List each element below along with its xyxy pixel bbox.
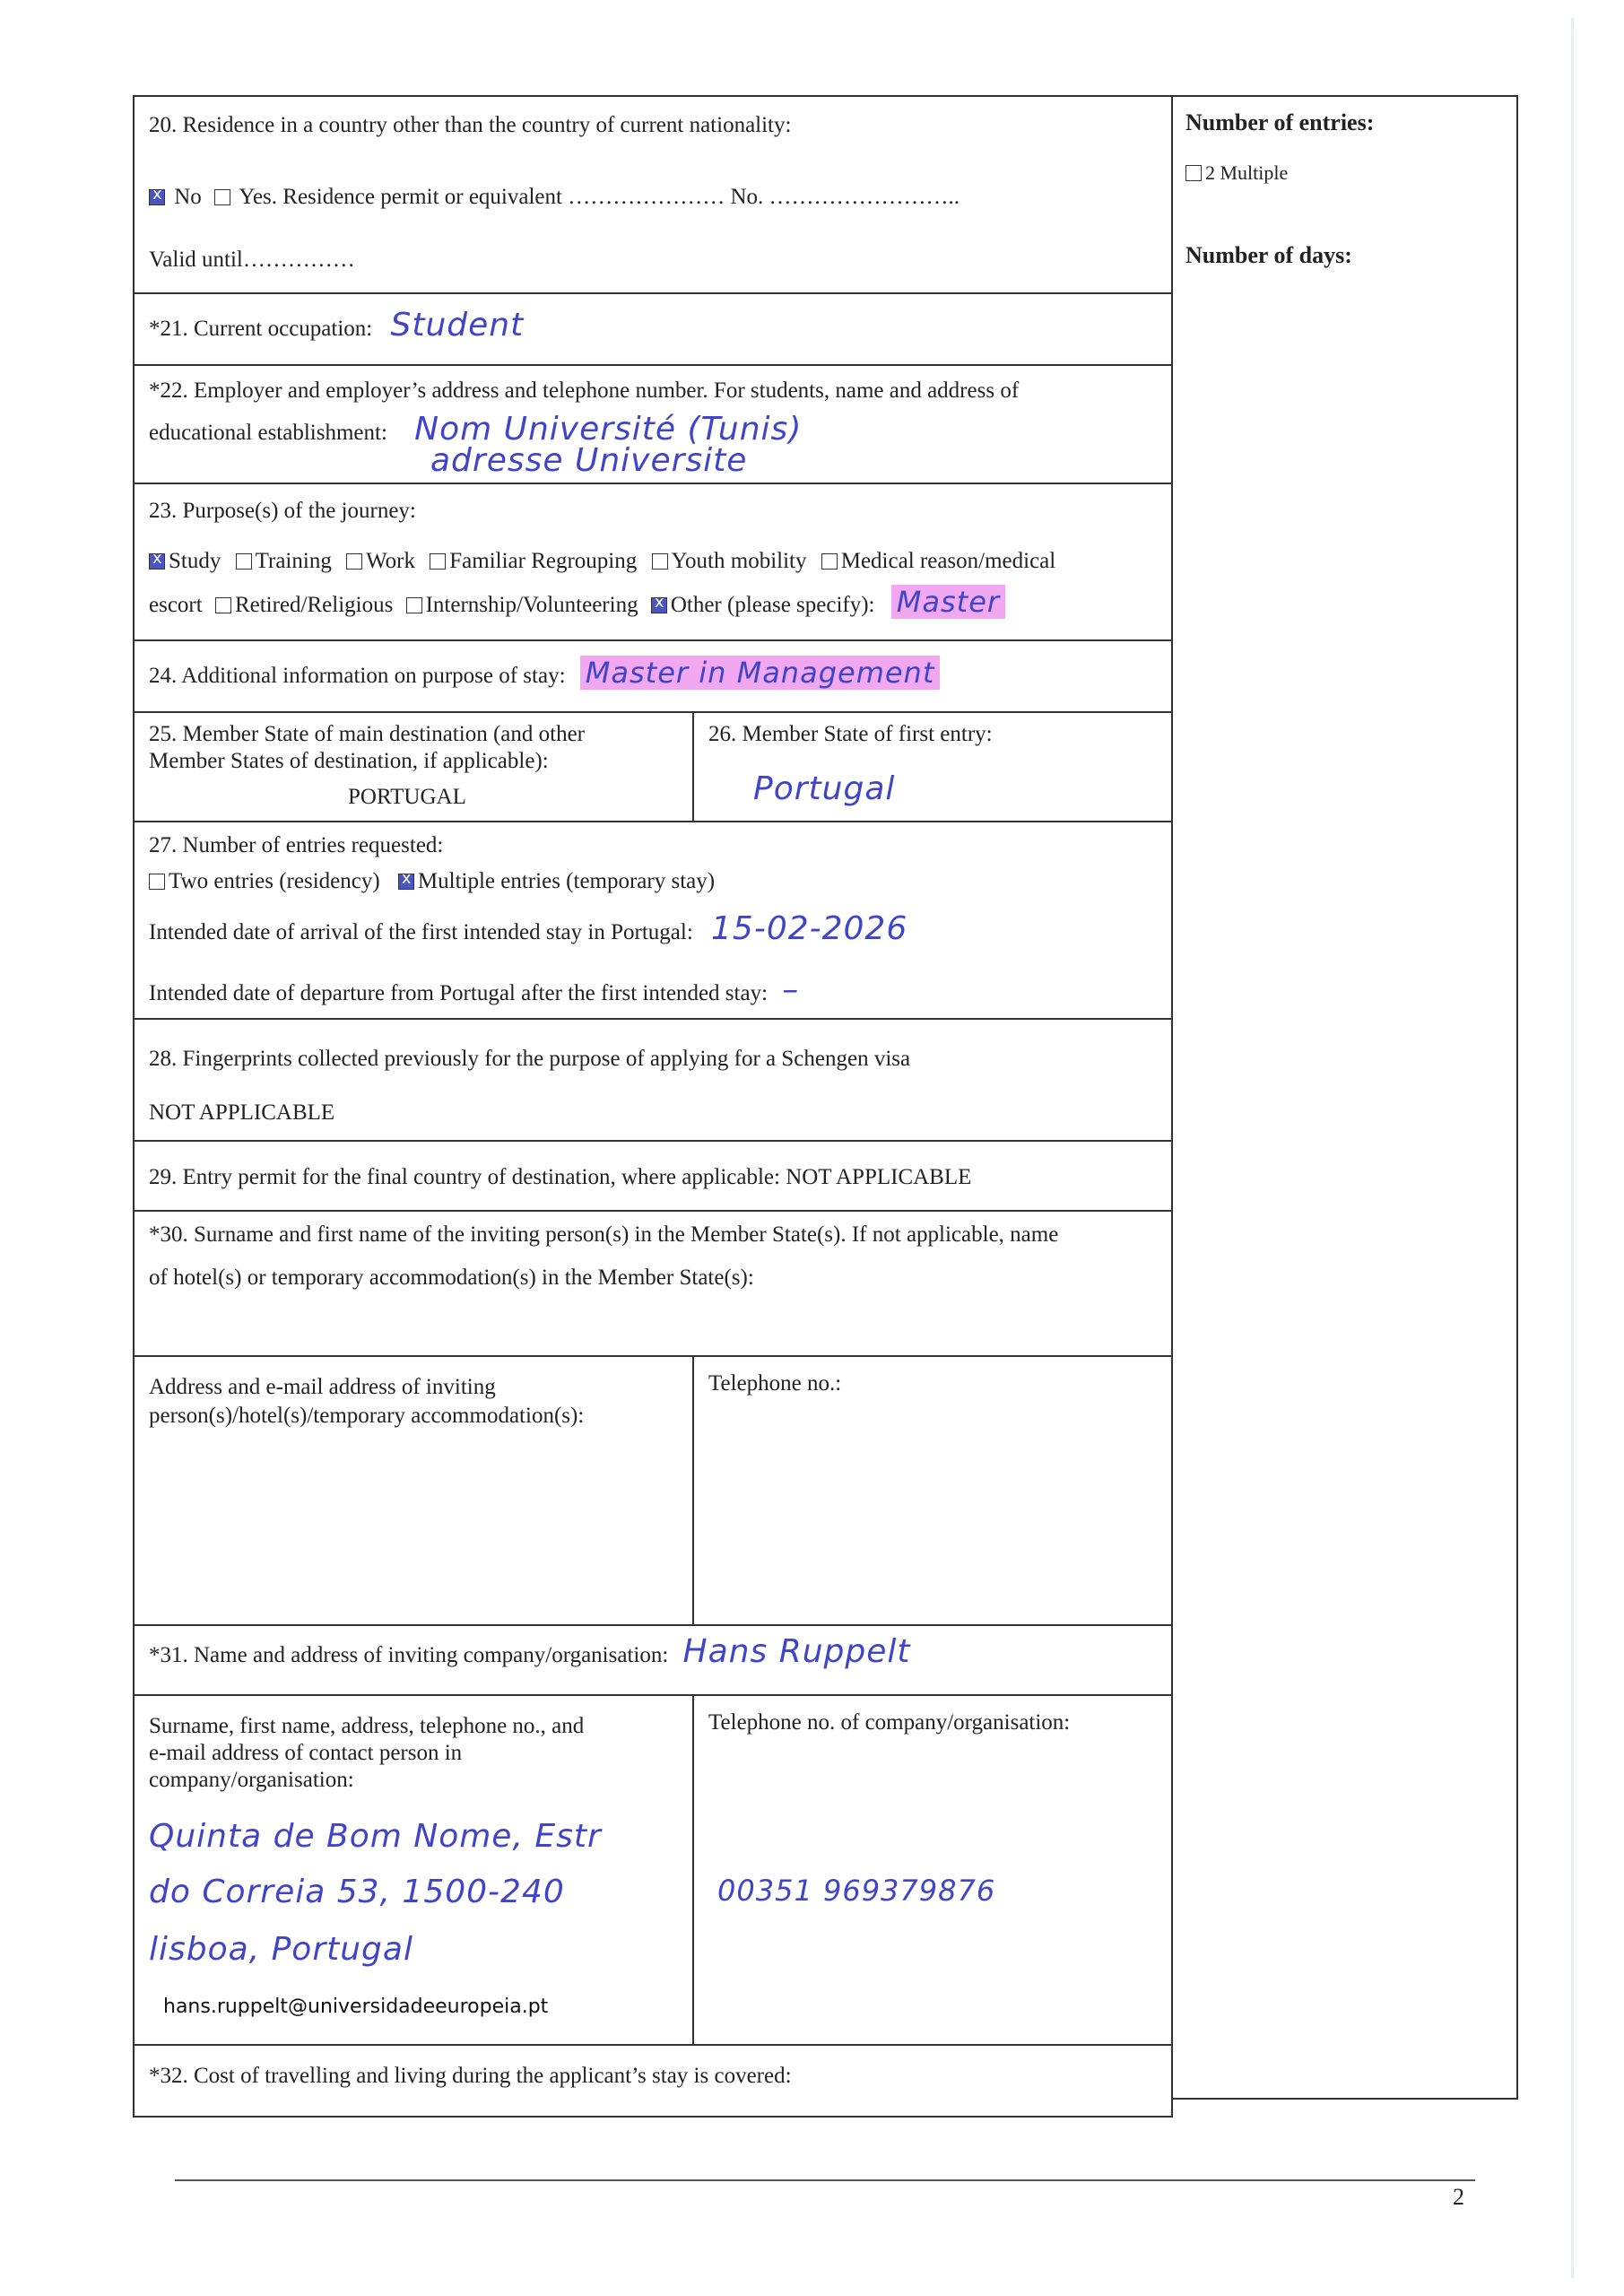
section-29-entry-permit xyxy=(135,1142,1171,1212)
work-label: Work xyxy=(366,549,415,573)
q26-value[interactable]: Portugal xyxy=(753,770,896,807)
section-27-entries xyxy=(135,822,1171,1020)
retired-label: Retired/Religious xyxy=(234,593,394,617)
q27-options xyxy=(149,869,715,894)
official-use-column xyxy=(1173,95,1518,2100)
footer-divider xyxy=(175,2179,1475,2181)
q21-value[interactable]: Student xyxy=(390,307,525,344)
q22-label-line1: *22. Employer and employer’s address and telephone number. For students, name and address of xyxy=(149,378,1020,403)
number-of-days-label: Number of days: xyxy=(1185,242,1352,268)
page-number: 2 xyxy=(1453,2184,1464,2210)
section-20-residence xyxy=(135,97,1171,294)
departure-label: Intended date of departure from Portugal after the first intended stay: xyxy=(149,981,769,1005)
q30-line2: of hotel(s) or temporary accommodation(s) in the Member State(s): xyxy=(149,1265,754,1290)
q27-departure-line xyxy=(149,971,799,1008)
multiple-entries-label: Multiple entries (temporary stay) xyxy=(417,869,716,893)
section-32-cost xyxy=(135,2046,1171,2118)
q22-value-line1[interactable]: Nom Université (Tunis) xyxy=(414,411,803,448)
q30-address-line1: Address and e-mail address of inviting xyxy=(149,1375,496,1399)
q31-label: *31. Name and address of inviting company/organisation: xyxy=(149,1643,669,1667)
arrival-label: Intended date of arrival of the first intended stay in Portugal: xyxy=(149,920,693,944)
medical-label: Medical reason/medical xyxy=(840,549,1056,573)
q28-title: 28. Fingerprints collected previously for the purpose of applying for a Schengen visa xyxy=(149,1047,911,1071)
training-label: Training xyxy=(255,549,332,573)
q20-no-checkbox[interactable] xyxy=(149,189,165,205)
q30-line1: *30. Surname and first name of the inviting person(s) in the Member State(s). If not applicable, name xyxy=(149,1222,1059,1247)
q28-value[interactable]: NOT APPLICABLE xyxy=(149,1100,335,1125)
arrival-value[interactable]: 15-02-2026 xyxy=(711,910,908,947)
number-of-entries-label: Number of entries: xyxy=(1185,109,1375,135)
q31-address-line2[interactable]: do Correia 53, 1500-240 xyxy=(149,1874,565,1910)
familiar-label: Familiar Regrouping xyxy=(449,549,638,573)
q25-label-line1: 25. Member State of main destination (and other xyxy=(149,722,585,746)
entries-2-checkbox[interactable] xyxy=(1185,165,1202,181)
other-label: Other (please specify): xyxy=(670,593,875,617)
q27-title: 27. Number of entries requested: xyxy=(149,833,444,857)
internship-label: Internship/Volunteering xyxy=(425,593,638,617)
youth-checkbox[interactable] xyxy=(652,553,668,570)
q24-value[interactable]: Master in Management xyxy=(580,656,941,690)
familiar-checkbox[interactable] xyxy=(430,553,446,570)
q31-address-line1[interactable]: Quinta de Bom Nome, Estr xyxy=(149,1818,602,1855)
section-24-additional-info xyxy=(135,641,1171,713)
q32-label: *32. Cost of travelling and living during the applicant’s stay is covered: xyxy=(149,2064,792,2088)
q30-divider xyxy=(692,1357,694,1626)
entries-options-label: 2 Multiple xyxy=(1205,161,1289,184)
q20-valid-until: Valid until…………… xyxy=(149,248,355,272)
q20-title: 20. Residence in a country other than the country of current nationality: xyxy=(149,113,792,137)
q31-contact-line1: Surname, first name, address, telephone no., and xyxy=(149,1714,585,1738)
company-telephone-label: Telephone no. of company/organisation: xyxy=(708,1710,1071,1735)
q20-no-label: No xyxy=(174,185,202,209)
q31-contact-line2: e-mail address of contact person in xyxy=(149,1741,463,1765)
q31-email[interactable]: hans.ruppelt@universidadeeuropeia.pt xyxy=(163,1996,549,2018)
q30-address-line2: person(s)/hotel(s)/temporary accommodation(s): xyxy=(149,1404,585,1428)
q24-line xyxy=(149,656,940,690)
q31-line xyxy=(149,1633,911,1670)
q31-value[interactable]: Hans Ruppelt xyxy=(682,1633,911,1670)
q29-label: 29. Entry permit for the final country of destination, where applicable: NOT APPLICABLE xyxy=(149,1165,972,1189)
two-entries-checkbox[interactable] xyxy=(149,874,165,890)
section-23-purpose xyxy=(135,484,1171,641)
q27-arrival-line xyxy=(149,910,908,947)
q25-q26-divider xyxy=(692,713,694,822)
form-main-column xyxy=(133,95,1173,2118)
q31-address-line3[interactable]: lisboa, Portugal xyxy=(149,1931,413,1968)
youth-label: Youth mobility xyxy=(671,549,807,573)
q22-value-line2[interactable]: adresse Universite xyxy=(430,442,748,479)
section-25-26-member-state xyxy=(135,713,1171,822)
work-checkbox[interactable] xyxy=(346,553,362,570)
study-checkbox[interactable] xyxy=(149,553,165,570)
entries-options xyxy=(1185,161,1504,185)
internship-checkbox[interactable] xyxy=(406,597,422,613)
medical-checkbox[interactable] xyxy=(821,553,838,570)
section-30-inviting-person xyxy=(135,1212,1171,1357)
q26-label: 26. Member State of first entry: xyxy=(708,722,993,746)
two-entries-label: Two entries (residency) xyxy=(169,869,380,893)
retired-checkbox[interactable] xyxy=(215,597,231,613)
section-31-contact xyxy=(135,1696,1171,2046)
q30-telephone-label: Telephone no.: xyxy=(708,1371,842,1396)
q20-yes-checkbox[interactable] xyxy=(214,189,230,205)
form-page xyxy=(133,95,1518,2118)
q31-divider xyxy=(692,1696,694,2046)
section-31-inviting-company xyxy=(135,1626,1171,1696)
training-checkbox[interactable] xyxy=(236,553,252,570)
q25-label-line2: Member States of destination, if applicable): xyxy=(149,749,549,773)
company-telephone-value[interactable]: 00351 969379876 xyxy=(717,1874,996,1908)
section-30-address xyxy=(135,1357,1171,1626)
q20-yes-label: Yes. Residence permit or equivalent ………………… No. …………………….. xyxy=(239,185,960,209)
section-22-employer xyxy=(135,366,1171,484)
q23-options-line2 xyxy=(149,585,1005,619)
multiple-entries-checkbox[interactable] xyxy=(398,874,414,890)
q24-label: 24. Additional information on purpose of stay: xyxy=(149,664,566,688)
section-21-occupation xyxy=(135,294,1171,366)
section-28-fingerprints xyxy=(135,1020,1171,1142)
q25-value[interactable]: PORTUGAL xyxy=(348,785,466,809)
q22-label-line2: educational establishment: xyxy=(149,421,387,445)
other-value[interactable]: Master xyxy=(891,585,1005,619)
departure-value[interactable]: – xyxy=(782,971,800,1008)
q20-options xyxy=(149,185,960,210)
escort-label: escort xyxy=(149,593,203,617)
q23-options-line1 xyxy=(149,549,1055,574)
q21-line xyxy=(149,307,524,344)
q23-title: 23. Purpose(s) of the journey: xyxy=(149,499,416,523)
study-label: Study xyxy=(169,549,221,573)
scan-edge xyxy=(1571,18,1574,2278)
q31-contact-line3: company/organisation: xyxy=(149,1768,354,1792)
other-checkbox[interactable] xyxy=(651,597,667,613)
q21-label: *21. Current occupation: xyxy=(149,317,373,341)
